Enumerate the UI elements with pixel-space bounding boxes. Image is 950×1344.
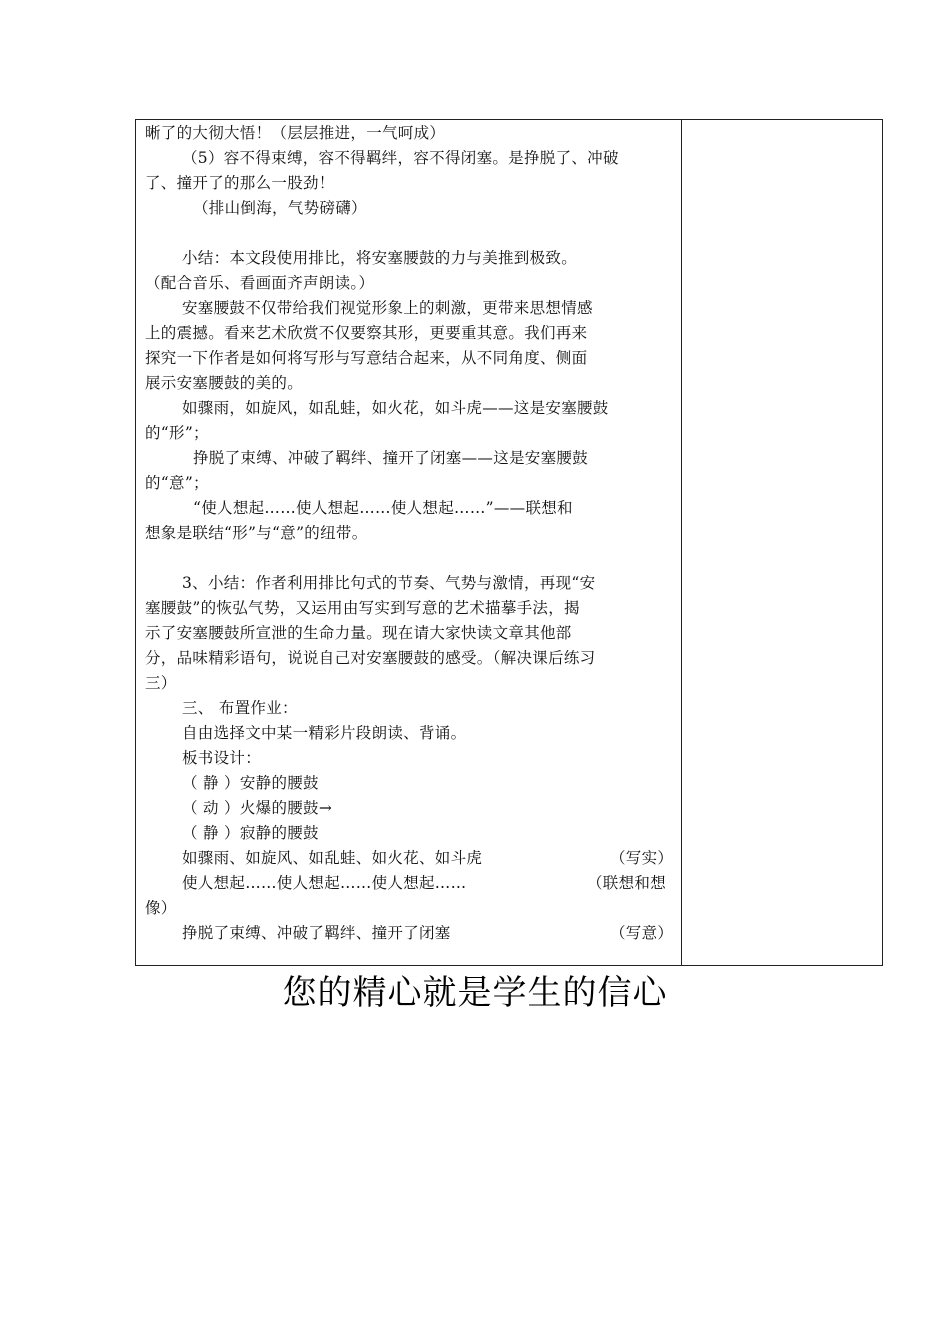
text-line: （配合音乐、看画面齐声朗读。） — [145, 274, 375, 292]
text-line: 三） — [145, 674, 177, 692]
board-line: （ 静 ）寂静的腰鼓 — [182, 824, 319, 842]
text-line: 展示安塞腰鼓的美的。 — [145, 374, 304, 392]
text-line: 塞腰鼓”的恢弘气势，又运用由写实到写意的艺术描摹手法，揭 — [145, 599, 580, 617]
homework-heading: 三、 布置作业： — [182, 699, 298, 717]
text-line: 小结：本文段使用排比，将安塞腰鼓的力与美推到极致。 — [182, 249, 578, 267]
text-line: 的“意”； — [145, 474, 209, 492]
text-line: 示了安塞腰鼓所宣泄的生命力量。现在请大家快读文章其他部 — [145, 624, 572, 642]
board-design-heading: 板书设计： — [182, 749, 262, 767]
board-tag: （写实） — [610, 849, 674, 867]
text-line: 安塞腰鼓不仅带给我们视觉形象上的刺激，更带来思想情感 — [182, 299, 593, 317]
board-tag: （写意） — [610, 924, 674, 942]
footer-slogan: 您的精心就是学生的信心 — [282, 973, 668, 1013]
board-line: （ 静 ）安静的腰鼓 — [182, 774, 319, 792]
text-line: 探究一下作者是如何将写形与写意结合起来，从不同角度、侧面 — [145, 349, 588, 367]
board-line: 挣脱了束缚、冲破了羁绊、撞开了闭塞 — [182, 924, 451, 942]
text-line: 如骤雨，如旋风，如乱蛙，如火花，如斗虎——这是安塞腰鼓 — [182, 399, 609, 417]
text-line: 自由选择文中某一精彩片段朗读、背诵。 — [182, 724, 467, 742]
text-line: 上的震撼。看来艺术欣赏不仅要察其形，更要重其意。我们再来 — [145, 324, 588, 342]
board-line: （ 动 ）火爆的腰鼓→ — [182, 799, 333, 817]
text-line: 像） — [145, 899, 177, 917]
text-line: 分，品味精彩语句，说说自己对安塞腰鼓的感受。（解决课后练习 — [145, 649, 596, 667]
text-line: （5）容不得束缚，容不得羁绊，容不得闭塞。是挣脱了、冲破 — [182, 149, 619, 167]
text-line: 的“形”； — [145, 424, 209, 442]
column-divider — [681, 120, 682, 965]
text-line: 了、撞开了的那么一股劲！ — [145, 174, 335, 192]
board-line: 如骤雨、如旋风、如乱蛙、如火花、如斗虎 — [182, 849, 483, 867]
board-line: 使人想起……使人想起……使人想起…… — [182, 874, 467, 892]
text-line: 3、小结：作者利用排比句式的节奏、气势与激情，再现“安 — [182, 574, 596, 592]
text-line: 晰了的大彻大悟！（层层推进，一气呵成） — [145, 124, 446, 142]
text-line: （排山倒海，气势磅礴） — [193, 199, 367, 217]
lesson-table — [135, 119, 883, 966]
text-line: 挣脱了束缚、冲破了羁绊、撞开了闭塞——这是安塞腰鼓 — [193, 449, 589, 467]
text-line: 想象是联结“形”与“意”的纽带。 — [145, 524, 368, 542]
text-line: “使人想起……使人想起……使人想起……”——联想和 — [193, 499, 573, 517]
board-tag: （联想和想 — [587, 874, 667, 892]
